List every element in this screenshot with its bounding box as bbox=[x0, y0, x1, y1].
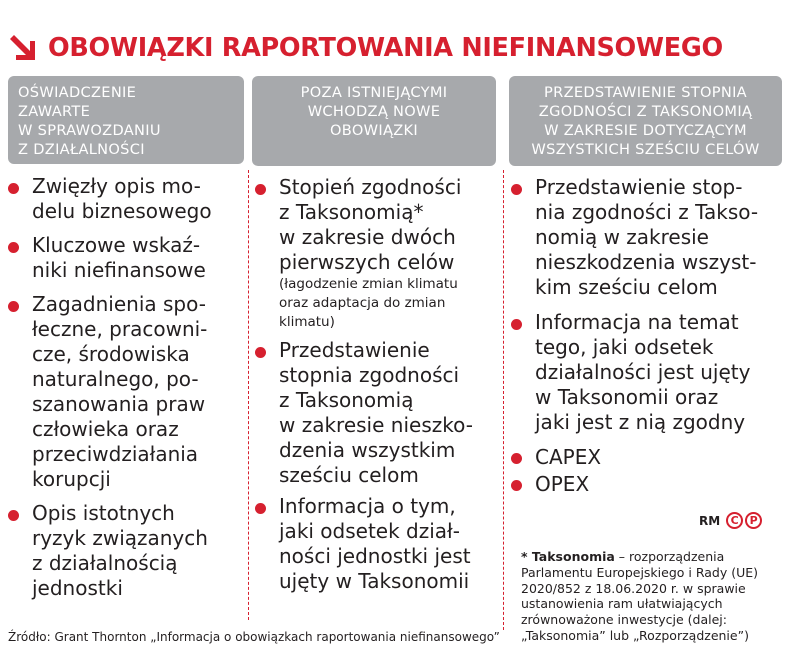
item-line: przeciwdziałania bbox=[32, 442, 199, 466]
column-statement bbox=[8, 76, 244, 610]
bullet-icon bbox=[8, 183, 19, 194]
footnote-line: 2020/852 z 18.06.2020 r. w sprawie bbox=[521, 580, 746, 596]
item-line: Informacja na temat bbox=[535, 310, 739, 334]
item-note: klimatu) bbox=[279, 314, 335, 330]
item-line: Zagadnienia spo- bbox=[32, 292, 206, 316]
item-line: delu biznesowego bbox=[32, 199, 212, 223]
header-line: ZGODNOŚCI Z TAKSONOMIĄ bbox=[538, 103, 753, 120]
item-line: korupcji bbox=[32, 467, 111, 491]
column-divider bbox=[248, 170, 249, 620]
header-line: W SPRAWOZDANIU bbox=[18, 122, 161, 139]
item-line: jednostki bbox=[32, 576, 123, 600]
bullet-icon bbox=[255, 503, 266, 514]
header-line: W ZAKRESIE DOTYCZĄCYM bbox=[544, 122, 747, 139]
item-line: człowieka oraz bbox=[32, 417, 179, 441]
item-line: jaki jest z nią zgodny bbox=[535, 410, 746, 434]
list-item bbox=[8, 174, 244, 224]
item-line: niki niefinansowe bbox=[32, 258, 206, 282]
list-item-opex bbox=[511, 472, 782, 497]
item-line: nia zgodności z Takso- bbox=[535, 200, 759, 224]
footnote-line: zrównoważone inwestycje (dalej: bbox=[521, 612, 727, 628]
item-line: sześciu celom bbox=[279, 463, 419, 487]
list-item bbox=[511, 310, 782, 435]
footnote-text: – rozporządzenia bbox=[614, 549, 725, 564]
rm-logo bbox=[699, 512, 762, 529]
item-line: szanowania praw bbox=[32, 392, 206, 416]
footnote-line: ustanowienia ram ułatwiających bbox=[521, 596, 723, 612]
item-line: w Taksonomii oraz bbox=[535, 385, 719, 409]
item-line: Opis istotnych bbox=[32, 501, 175, 525]
bullet-icon bbox=[511, 319, 522, 330]
copyright-icon: C bbox=[726, 512, 743, 529]
item-line: nieszkodzenia wszyst- bbox=[535, 250, 757, 274]
header-line: PRZEDSTAWIENIE STOPNIA bbox=[544, 84, 747, 101]
column-header bbox=[252, 76, 496, 166]
rm-logo-text: RM bbox=[699, 513, 721, 528]
item-line: kim sześciu celom bbox=[535, 275, 718, 299]
arrow-down-right-icon bbox=[8, 33, 38, 63]
column-header bbox=[8, 76, 244, 164]
list-item bbox=[8, 501, 244, 601]
header-line: OŚWIADCZENIE bbox=[18, 84, 137, 101]
header-line: OBOWIĄZKI bbox=[329, 122, 419, 139]
bullet-icon bbox=[8, 242, 19, 253]
list-item bbox=[255, 175, 496, 332]
footnote-line: Parlamentu Europejskiego i Rady (UE) bbox=[521, 564, 759, 580]
item-line: tego, jaki odsetek bbox=[535, 335, 714, 359]
item-line: ujęty w Taksonomii bbox=[279, 569, 470, 593]
header-line: POZA ISTNIEJĄCYMI bbox=[300, 84, 448, 101]
column-divider bbox=[503, 170, 504, 630]
bullet-icon bbox=[511, 184, 522, 195]
item-line: Zwięzły opis mo- bbox=[32, 174, 201, 198]
p-circle-icon: P bbox=[745, 512, 762, 529]
item-line: stopnia zgodności bbox=[279, 363, 460, 387]
column-taxonomy-compliance bbox=[509, 76, 782, 499]
bullet-list bbox=[511, 175, 782, 497]
item-line: ności jednostki jest bbox=[279, 544, 471, 568]
column-header bbox=[509, 76, 782, 166]
item-note: oraz adaptacja do zmian bbox=[279, 295, 446, 311]
item-line: Stopień zgodności bbox=[279, 175, 462, 199]
item-line: w zakresie dwóch bbox=[279, 225, 456, 249]
bullet-icon bbox=[255, 184, 266, 195]
footnote-line: „Taksonomia” lub „Rozporządzenie”) bbox=[521, 627, 749, 643]
item-note: (łagodzenie zmian klimatu bbox=[279, 276, 458, 292]
item-line: Kluczowe wskaź- bbox=[32, 233, 201, 257]
item-line: Informacja o tym, bbox=[279, 494, 456, 518]
footnote-line bbox=[521, 549, 781, 565]
bullet-list bbox=[8, 174, 244, 601]
item-line: jaki odsetek dział- bbox=[279, 519, 460, 543]
item-line: z Taksonomią bbox=[279, 388, 414, 412]
bullet-icon bbox=[255, 347, 266, 358]
item-line: Przedstawienie bbox=[279, 338, 430, 362]
list-item bbox=[8, 233, 244, 283]
item-line: łeczne, pracowni- bbox=[32, 317, 208, 341]
source-note: Źródło: Grant Thornton „Informacja o obowiązkach raportowania niefinansowego” bbox=[8, 630, 500, 644]
header-line: WCHODZĄ NOWE bbox=[307, 103, 441, 120]
item-line: w zakresie nieszko- bbox=[279, 413, 473, 437]
list-item bbox=[255, 338, 496, 488]
page-title: OBOWIĄZKI RAPORTOWANIA NIEFINANSOWEGO bbox=[48, 33, 723, 63]
list-item-capex bbox=[511, 445, 782, 470]
item-line: z działalnością bbox=[32, 551, 178, 575]
item-line: pierwszych celów bbox=[279, 250, 455, 274]
item-line: Przedstawienie stop- bbox=[535, 175, 743, 199]
item-line: nomią w zakresie bbox=[535, 225, 709, 249]
header-line: WSZYSTKICH SZEŚCIU CELÓW bbox=[531, 141, 760, 158]
list-item bbox=[255, 494, 496, 594]
footnote-term: * Taksonomia bbox=[521, 549, 615, 564]
header-line: ZAWARTE bbox=[18, 103, 91, 120]
bullet-icon bbox=[511, 480, 522, 491]
item-line: dzenia wszystkim bbox=[279, 438, 456, 462]
footnote bbox=[521, 549, 781, 644]
list-item bbox=[8, 292, 244, 492]
header-line: Z DZIAŁALNOŚCI bbox=[18, 141, 145, 158]
item-line: ryzyk związanych bbox=[32, 526, 208, 550]
item-line: działalności jest ujęty bbox=[535, 360, 751, 384]
title-row bbox=[8, 30, 723, 66]
item-line: z Taksonomią* bbox=[279, 200, 424, 224]
bullet-icon bbox=[8, 301, 19, 312]
list-item bbox=[511, 175, 782, 300]
item-line: OPEX bbox=[535, 472, 590, 496]
column-new-obligations bbox=[252, 76, 496, 600]
bullet-list bbox=[255, 175, 496, 594]
item-line: CAPEX bbox=[535, 445, 602, 469]
item-line: naturalnego, po- bbox=[32, 367, 199, 391]
bullet-icon bbox=[8, 510, 19, 521]
bullet-icon bbox=[511, 453, 522, 464]
item-line: cze, środowiska bbox=[32, 342, 190, 366]
